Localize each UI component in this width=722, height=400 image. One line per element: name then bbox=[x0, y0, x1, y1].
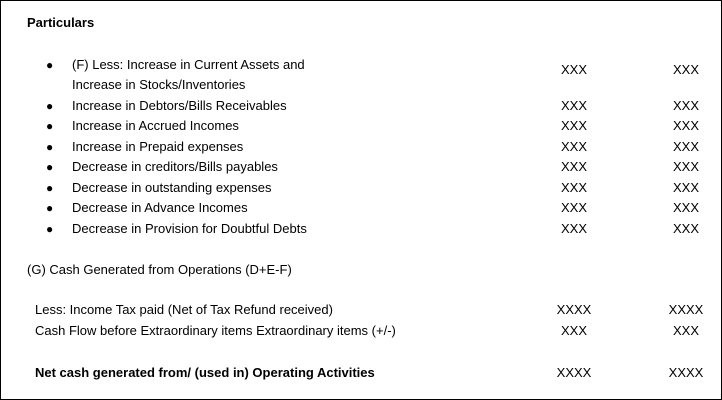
section-g-label: (G) Cash Generated from Operations (D+E-F) bbox=[27, 262, 292, 277]
list-item: ● (F) Less: Increase in Current Assets and bbox=[1, 55, 721, 75]
list-item: ● Decrease in outstanding expenses XXX XXX bbox=[1, 178, 721, 198]
bullet-icon: ● bbox=[46, 99, 54, 113]
list-item: ● Decrease in Provision for Doubtful Debts XXX XXX bbox=[1, 219, 721, 239]
list-item-continuation: Increase in Stocks/Inventories bbox=[72, 77, 246, 92]
bullet-icon: ● bbox=[46, 58, 54, 72]
bullet-icon: ● bbox=[46, 222, 54, 236]
list-item: ● Increase in Prepaid expenses XXX XXX bbox=[1, 137, 721, 157]
bullet-icon: ● bbox=[46, 140, 54, 154]
first-item-values: XXX XXX bbox=[560, 62, 699, 77]
list-item: ● Increase in Debtors/Bills Receivables XXX XXX bbox=[1, 96, 721, 116]
bullet-icon: ● bbox=[46, 181, 54, 195]
bullet-icon: ● bbox=[46, 119, 54, 133]
list-item: ● Decrease in creditors/Bills payables XXX XXX bbox=[1, 157, 721, 177]
bullet-icon: ● bbox=[46, 160, 54, 174]
net-cash-row: Net cash generated from/ (used in) Operating Activities XXXX XXXX bbox=[35, 365, 704, 380]
bullet-icon: ● bbox=[46, 201, 54, 215]
list-item: ● Decrease in Advance Incomes XXX XXX bbox=[1, 198, 721, 218]
list-item: ● Increase in Accrued Incomes XXX XXX bbox=[1, 116, 721, 136]
extraordinary-items-row: Cash Flow before Extraordinary items Extraordinary items (+/-) XXX XXX bbox=[35, 323, 699, 338]
income-tax-row: Less: Income Tax paid (Net of Tax Refund received) XXXX XXXX bbox=[35, 302, 704, 317]
particulars-heading: Particulars bbox=[27, 15, 95, 30]
